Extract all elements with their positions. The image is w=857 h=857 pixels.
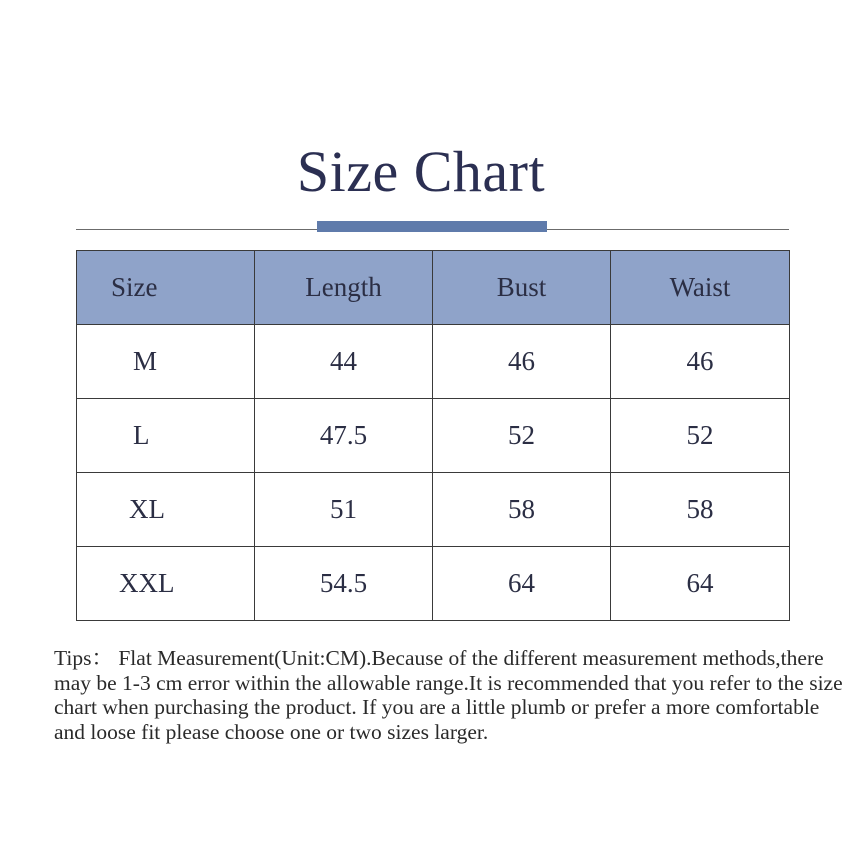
cell-bust: 46: [433, 325, 611, 399]
cell-waist: 46: [611, 325, 790, 399]
cell-bust: 64: [433, 547, 611, 621]
header-bust: Bust: [433, 251, 611, 325]
table-row: [77, 399, 790, 473]
cell-waist: 64: [611, 547, 790, 621]
table-header-row: [77, 251, 790, 325]
header-length: Length: [255, 251, 433, 325]
cell-size: M: [77, 325, 255, 399]
cell-waist: 58: [611, 473, 790, 547]
cell-bust: 58: [433, 473, 611, 547]
cell-size: XL: [77, 473, 255, 547]
cell-bust: 52: [433, 399, 611, 473]
table-row: [77, 325, 790, 399]
header-waist: Waist: [611, 251, 790, 325]
cell-length: 51: [255, 473, 433, 547]
table-row: [77, 473, 790, 547]
header-size: Size: [77, 251, 255, 325]
cell-length: 54.5: [255, 547, 433, 621]
cell-size: L: [77, 399, 255, 473]
cell-size: XXL: [77, 547, 255, 621]
table-row: [77, 547, 790, 621]
cell-waist: 52: [611, 399, 790, 473]
size-table: [76, 250, 790, 621]
title-accent-bar: [317, 221, 547, 232]
cell-length: 47.5: [255, 399, 433, 473]
cell-length: 44: [255, 325, 433, 399]
tips-text: Tips： Flat Measurement(Unit:CM).Because of the different measurement methods,there may be 1-3 cm error within the allowable range.It is recommended that you refer to the size chart when purchasing the product. If you are a little plumb or prefer a more comfortable and loose fit please choose one or two sizes larger.: [54, 646, 843, 744]
page-title: Size Chart: [296, 139, 546, 204]
